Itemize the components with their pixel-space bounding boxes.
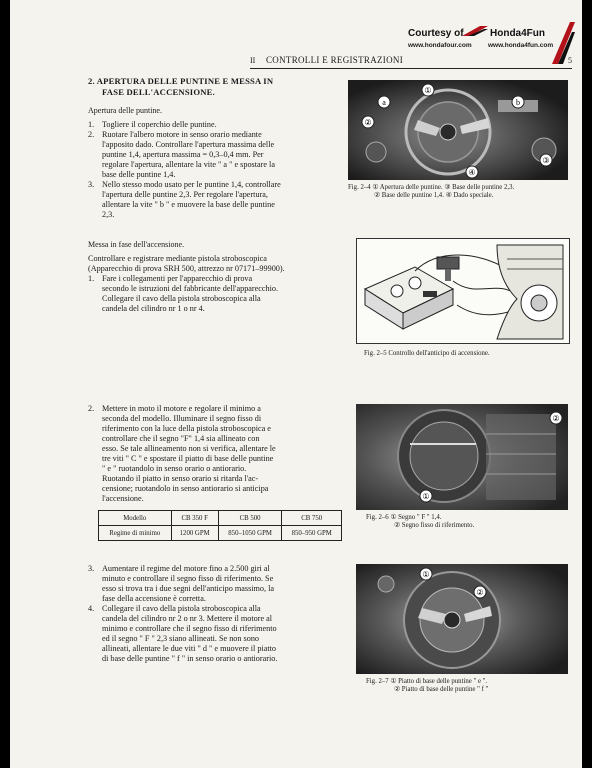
figure-2-6-callout: [420, 490, 432, 502]
brand-url-left[interactable]: www.hondafour.com: [408, 42, 472, 49]
figure-2-4-callout: [540, 154, 552, 166]
section-2-intro-1: Controllare e registrare mediante pistola stroboscopica: [88, 254, 267, 263]
section-4-item-number: 4.: [88, 604, 95, 613]
section-3-item-line: censione; ruotandolo in senso antiorario si anticipa: [102, 484, 269, 493]
svg-text:①: ①: [422, 570, 430, 579]
page-header: [250, 56, 572, 69]
figure-2-6-callouts: [356, 404, 568, 510]
section-4-text: [88, 564, 342, 664]
section-4-item: [88, 604, 342, 664]
section-1-item-line: Nello stesso modo usato per le puntine 1,4, controllare: [102, 180, 281, 189]
section-1-item-number: 2.: [88, 130, 95, 139]
figure-2-4-photo: [348, 80, 568, 180]
section-1-item: [88, 180, 342, 220]
section-2-item: [88, 274, 342, 314]
figure-2-4-callout: [512, 96, 524, 108]
page-title: CONTROLLI E REGISTRAZIONI: [266, 55, 403, 65]
figure-2-5-drawing: [356, 238, 570, 344]
section-2-item-line: Collegare il cavo della pistola stroboscopica alla: [102, 294, 261, 303]
section-4-item-line: allineati, allentare le due viti " d " e muovere il piatto: [102, 644, 277, 653]
section-1-item-line: allentare la vite " b " e muovere la base delle puntine: [102, 200, 275, 209]
svg-text:②: ②: [476, 588, 484, 597]
section-3-item-line: Mettere in moto il motore e regolare il minimo a: [102, 404, 261, 413]
page-number: 5: [568, 56, 572, 65]
section-4-item-line: Aumentare il regime del motore fino a 2.500 giri al: [102, 564, 270, 573]
section-3-text: [88, 404, 342, 504]
table-header-row: [99, 511, 342, 526]
brand-name: Honda4Fun: [490, 28, 545, 39]
section-4-list: [88, 564, 342, 664]
section-2-item-line: Fare i collegamenti per l'apparecchio di prova: [102, 274, 253, 283]
section-1-item-number: 1.: [88, 120, 95, 129]
section-4-item-line: fase della accensione è corretta.: [102, 594, 206, 603]
brand-wing-icon: [460, 24, 490, 38]
section-4-item-line: candela del cilindro nr 2 o nr 3. Mettere il motore al: [102, 614, 273, 623]
section-1-item-number: 3.: [88, 180, 95, 189]
table-cell: 850–1050 GPM: [218, 526, 282, 541]
figure-2-7-caption: Fig. 2–7 ① Piatto di base delle puntine " e ". ② Piatto di base delle puntine " f ": [366, 678, 489, 693]
section-2-item-line: candela del cilindro nr 1 o nr 4.: [102, 304, 205, 313]
svg-text:①: ①: [424, 86, 432, 95]
section-1-subheading: Apertura delle puntine.: [88, 106, 162, 115]
figure-2-6-callout: [550, 412, 562, 424]
svg-text:③: ③: [542, 156, 550, 165]
idle-speed-table: [98, 510, 342, 541]
section-3-item-line: tre viti " C " e spostare il piatto di base delle puntine: [102, 454, 274, 463]
table-header-cell: CB 350 F: [171, 511, 218, 526]
figure-2-6-caption: Fig. 2–6 ① Segno " F " 1,4. ② Segno fisso di riferimento.: [366, 514, 475, 529]
section-1-item: [88, 120, 342, 130]
figure-2-7-callout: [474, 586, 486, 598]
figure-2-7-callouts: [356, 564, 568, 674]
section-1-item-line: Ruotare l'albero motore in senso orario mediante: [102, 130, 262, 139]
section-4-item-line: ed il segno " F " 2,3 siano allineati. Se non sono: [102, 634, 260, 643]
figure-2-4-callout: [362, 116, 374, 128]
svg-text:b: b: [516, 98, 520, 107]
section-1-item-line: l'apertura delle puntine 2,3. Per regolare l'apertura,: [102, 190, 268, 199]
brand-url-right[interactable]: www.honda4fun.com: [488, 42, 554, 49]
section-4-item-line: Collegare il cavo della pistola stroboscopica alla: [102, 604, 261, 613]
section-2-item-line: secondo le istruzioni del fabbricante dell'apparecchio.: [102, 284, 279, 293]
section-2-intro-2: (Apparecchio di prova SRH 500, attrezzo nr 07171–99900).: [88, 264, 285, 273]
strobe-tester-illustration: [357, 239, 569, 343]
figure-2-4-caption: Fig. 2–4 ① Apertura delle puntine. ③ Base delle puntine 2,3. ② Base delle puntine 1,4. ④ Dado speciale.: [348, 184, 515, 199]
section-3-item-line: seconda del modello. Illuminare il segno fisso di: [102, 414, 262, 423]
section-3-item-line: riferimento con la luce della pistola stroboscopica e: [102, 424, 271, 433]
figure-2-6-photo: [356, 404, 568, 510]
figure-2-7-photo: [356, 564, 568, 674]
table-cell: 1200 GPM: [171, 526, 218, 541]
brand-courtesy: Courtesy of: [408, 28, 464, 39]
section-2-text: [88, 240, 342, 314]
section-3-item-line: esso. Se tale allineamento non si verifica, allentare le: [102, 444, 276, 453]
section-number: II: [250, 56, 256, 65]
section-1-item-line: base delle puntine 1,4.: [102, 170, 176, 179]
section-1-item-line: puntine 1,4, apertura massima = 0,3–0,4 mm. Per: [102, 150, 264, 159]
section-1-item-line: Togliere il coperchio delle puntine.: [102, 120, 217, 129]
section-2-list: [88, 274, 342, 314]
section-1-item-line: regolare l'apertura, allentare la vite " a " e spostare la: [102, 160, 275, 169]
section-4-item-line: esso si trova tra i due segni dell'anticipo massimo, la: [102, 584, 275, 593]
section-4-item-number: 3.: [88, 564, 95, 573]
section-1-text: [88, 76, 342, 220]
section-4-item: [88, 564, 342, 604]
section-3-item-line: Ruotando il piatto in senso orario si ritarda l'ac-: [102, 474, 259, 483]
figure-2-7-callout: [420, 568, 432, 580]
table-header-cell: CB 500: [218, 511, 282, 526]
section-4-item-line: minimo e controllare che il segno fisso di riferimento: [102, 624, 277, 633]
figure-2-5-caption: Fig. 2–5 Controllo dell'anticipo di accensione.: [364, 350, 490, 357]
section-4-item-line: di base delle puntine " f " in senso orario o antiorario.: [102, 654, 278, 663]
table-header-cell: CB 750: [282, 511, 342, 526]
figure-2-4-callout: [378, 96, 390, 108]
manual-page: [10, 0, 582, 768]
section-3-item: [88, 404, 342, 504]
svg-text:①: ①: [422, 492, 430, 501]
section-3-list: [88, 404, 342, 504]
section-3-item-number: 2.: [88, 404, 95, 413]
section-3-item-line: controllare che il segno "F" 1,4 sia allineato con: [102, 434, 260, 443]
figure-2-4-callouts: [348, 80, 568, 180]
section-1-item-line: l'apposito dado. Controllare l'apertura massima delle: [102, 140, 275, 149]
table-header-cell: Modello: [99, 511, 172, 526]
table-cell: 850–950 GPM: [282, 526, 342, 541]
svg-text:④: ④: [468, 168, 476, 177]
svg-text:a: a: [382, 98, 386, 107]
figure-2-4-callout: [466, 166, 478, 178]
table-row: [99, 526, 342, 541]
svg-text:②: ②: [552, 414, 560, 423]
section-1-item-line: 2,3.: [102, 210, 115, 219]
section-1-list: [88, 120, 342, 220]
figure-2-4-callout: [422, 84, 434, 96]
section-3-item-line: l'accensione.: [102, 494, 144, 503]
section-2-subheading: Messa in fase dell'accensione.: [88, 240, 185, 249]
section-2-item-number: 1.: [88, 274, 95, 283]
section-1-item: [88, 130, 342, 180]
section-4-item-line: minuto e controllare il segno fisso di riferimento. Se: [102, 574, 274, 583]
section-1-heading: 2. APERTURA DELLE PUNTINE E MESSA IN FASE DELL'ACCENSIONE.: [88, 76, 274, 97]
section-3-item-line: " e " ruotandolo in senso orario o antiorario.: [102, 464, 247, 473]
svg-text:②: ②: [364, 118, 372, 127]
table-cell: Regime di minimo: [99, 526, 172, 541]
